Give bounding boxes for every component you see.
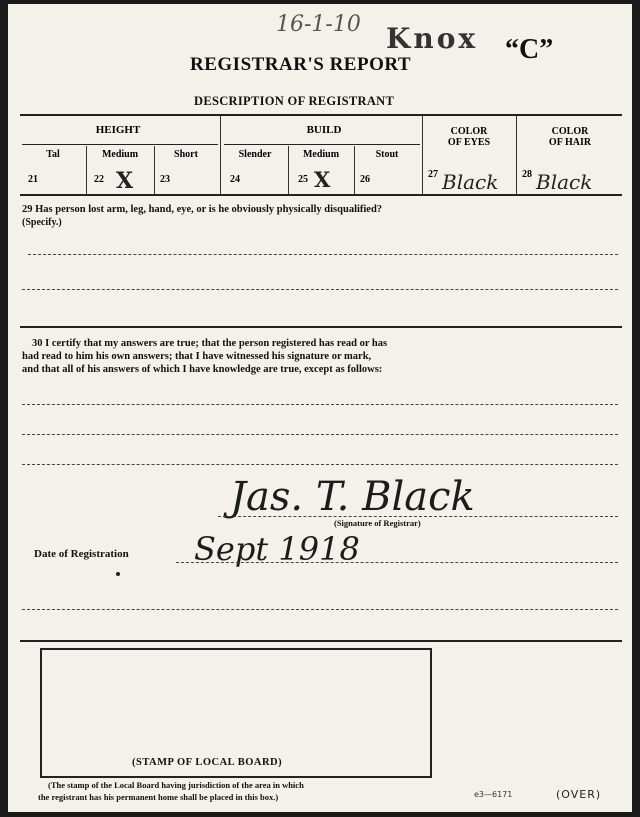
hair-label-2: OF HAIR xyxy=(548,137,592,148)
registration-date-value: Sept 1918 xyxy=(194,530,360,568)
footer-note-line-1: (The stamp of the Local Board having jurisdiction of the area in which xyxy=(48,780,304,790)
stamp-label: (STAMP OF LOCAL BOARD) xyxy=(132,757,283,768)
build-slender-label: Slender xyxy=(238,149,272,160)
county-name: Knox xyxy=(386,22,479,55)
build-medium-label: Medium xyxy=(302,149,340,160)
signature-caption: (Signature of Registrar) xyxy=(334,518,421,528)
height-tall-number: 21 xyxy=(28,174,38,185)
height-medium-number: 22 xyxy=(94,174,104,185)
build-stout-number: 26 xyxy=(360,174,370,185)
hair-number: 28 xyxy=(522,169,532,180)
q30-line-3: and that all of his answers of which I have knowledge are true, except as follows: xyxy=(22,364,383,375)
q30-line-1: 30 I certify that my answers are true; that the person registered has read or has xyxy=(32,338,388,349)
build-stout-label: Stout xyxy=(375,149,399,160)
registrar-signature: Jas. T. Black xyxy=(230,474,475,520)
description-title: DESCRIPTION OF REGISTRANT xyxy=(194,94,395,108)
handwritten-code: 16-1-10 xyxy=(276,12,361,37)
q29-text: 29 Has person lost arm, leg, hand, eye, or is he obviously physically disqualified? xyxy=(22,204,383,215)
build-medium-number: 25 xyxy=(298,174,308,185)
eyes-label: COLOR xyxy=(450,126,488,137)
q29-specify: (Specify.) xyxy=(22,217,62,228)
page-title: REGISTRAR'S REPORT xyxy=(190,54,412,75)
registration-card xyxy=(8,4,632,812)
form-number: e3—6171 xyxy=(474,790,513,799)
height-label: HEIGHT xyxy=(95,124,141,136)
eyes-label-2: OF EYES xyxy=(447,137,491,148)
build-slender-number: 24 xyxy=(230,174,240,185)
height-tall-label: Tal xyxy=(46,149,60,160)
registration-date-label: Date of Registration xyxy=(34,548,129,560)
build-label: BUILD xyxy=(306,124,342,136)
build-medium-mark: X xyxy=(314,167,331,192)
height-short-label: Short xyxy=(174,149,198,160)
eyes-color-value: Black xyxy=(442,170,499,194)
class-letter: “C” xyxy=(505,34,554,65)
footer-note-line-2: the registrant has his permanent home shall be placed in this box.) xyxy=(38,792,279,802)
hair-color-value: Black xyxy=(536,170,593,194)
hair-label: COLOR xyxy=(551,126,589,137)
over-label: (OVER) xyxy=(556,788,602,801)
height-medium-label: Medium xyxy=(101,149,139,160)
height-medium-mark: X xyxy=(116,168,134,194)
height-short-number: 23 xyxy=(160,174,170,185)
eyes-number: 27 xyxy=(428,169,438,180)
q30-line-2: had read to him his own answers; that I have witnessed his signature or mark, xyxy=(22,351,372,362)
